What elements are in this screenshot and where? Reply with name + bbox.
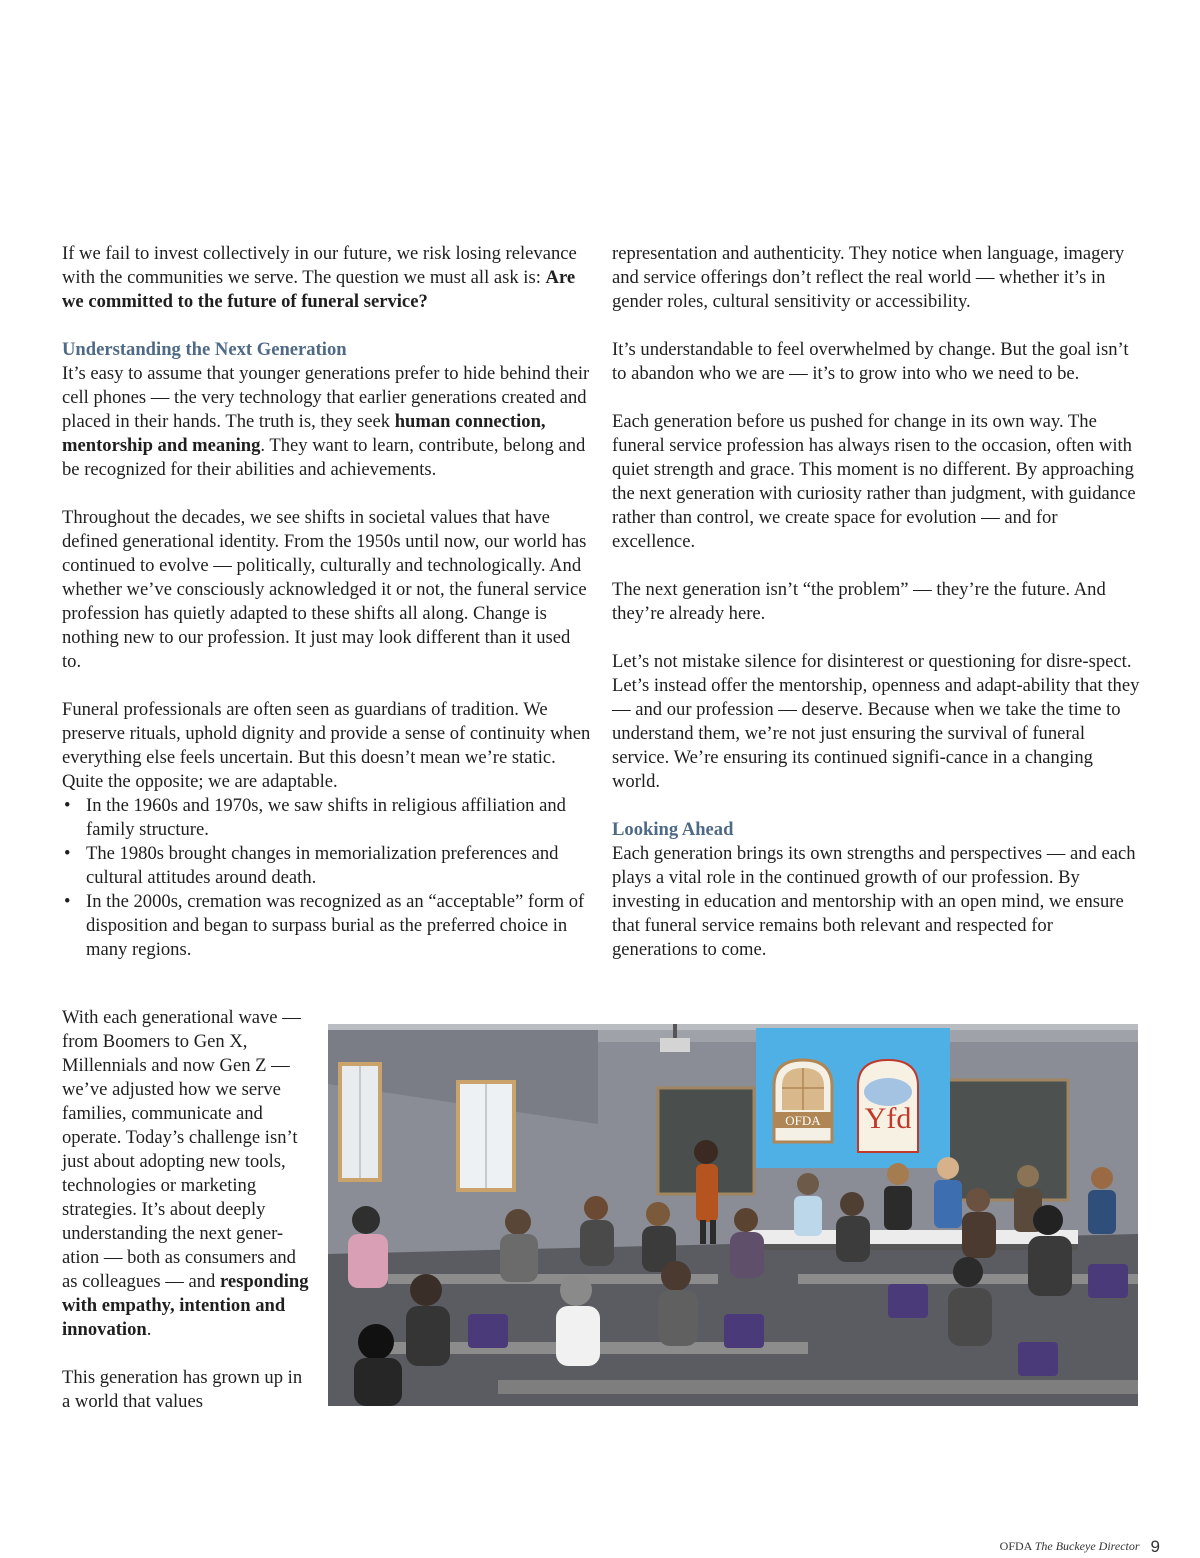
window	[456, 1080, 516, 1192]
body-paragraph: It’s understandable to feel overwhelmed by change. But the goal isn’t to abandon who we are — it’s to grow into who we need to be.	[612, 339, 1129, 384]
decades-bullet-list	[62, 794, 592, 962]
narrow-column	[62, 1006, 314, 1414]
svg-text:OFDA: OFDA	[785, 1113, 821, 1128]
body-paragraph: Each generation before us pushed for change in its own way. The funeral service profession has always risen to the occasion, often with quiet strength and grace. This moment is no different. By approaching the next generation with curiosity rather than judgment, with guidance rather than control, we create space for evolution — and for excellence.	[612, 411, 1136, 552]
page-number: 9	[1150, 1537, 1160, 1556]
footer-publication: The Buckeye Director	[1034, 1539, 1140, 1553]
left-column	[62, 242, 592, 962]
bullet-item: • In the 1960s and 1970s, we saw shifts in religious affiliation and family structure.	[62, 794, 592, 842]
body-paragraph: The next generation isn’t “the problem” — they’re the future. And they’re already here.	[612, 579, 1106, 624]
classroom-photo	[328, 1024, 1138, 1406]
body-paragraph: This generation has grown up in a world that values	[62, 1367, 303, 1412]
svg-text:Yfd: Yfd	[864, 1102, 912, 1135]
body-paragraph: With each generational wave — from Boomers to Gen X, Millennials and now Gen Z — we’ve adjusted how we serve families, communicate and operate. Today’s challenge isn’t just about adopting new tools, technologies or marketing strategies. It’s about deeply understanding the next gener-ation — both as consumers and as colleagues — and responding with empathy, intention and innovation.	[62, 1007, 309, 1340]
right-column	[612, 242, 1142, 962]
bullet-item: • The 1980s brought changes in memorialization preferences and cultural attitudes around death.	[62, 842, 592, 890]
body-paragraph: Let’s not mistake silence for disinterest or questioning for disre-spect. Let’s instead offer the mentorship, openness and adapt-ability that they — and our profession — deserve. Because when we take the time to understand them, we’re not just ensuring the survival of funeral service. We’re ensuring its continued signifi-cance in a changing world.	[612, 651, 1140, 792]
ofda-logo	[774, 1060, 832, 1142]
window	[338, 1062, 382, 1182]
key-question: Are we committed to the future of funeral service?	[62, 267, 576, 312]
body-paragraph: Funeral professionals are often seen as guardians of tradition. We preserve rituals, uphold dignity and provide a sense of continuity when everything else feels uncertain. But this doesn’t mean we’re static. Quite the opposite; we are adaptable.	[62, 699, 591, 792]
intro-paragraph: If we fail to invest collectively in our future, we risk losing relevance with the communities we serve. The question we must all ask is: Are we committed to the future of funeral service?	[62, 243, 577, 312]
page-footer	[1000, 1537, 1160, 1557]
body-paragraph: representation and authenticity. They notice when language, imagery and service offerings don’t reflect the real world — whether it’s in gender roles, cultural sensitivity or accessibility.	[612, 243, 1125, 312]
section-heading-next-generation: Understanding the Next Generation	[62, 339, 347, 360]
body-paragraph: Throughout the decades, we see shifts in societal values that have defined generational identity. From the 1950s until now, our world has continued to evolve — politically, culturally and technologically. And whether we’ve consciously acknowledged it or not, the funeral service profession has quietly adapted to these shifts all along. Change is nothing new to our profession. It just may look different than it used to.	[62, 507, 587, 672]
bullet-item: • In the 2000s, cremation was recognized as an “acceptable” form of disposition and began to surpass burial as the preferred choice in many regions.	[62, 890, 592, 962]
footer-org: OFDA	[999, 1539, 1032, 1553]
section-heading-looking-ahead: Looking Ahead	[612, 819, 734, 840]
classroom-scene-illustration	[328, 1024, 1138, 1406]
yfd-logo	[858, 1060, 918, 1152]
body-paragraph: It’s easy to assume that younger generations prefer to hide behind their cell phones — the very technology that earlier generations created and placed in their hands. The truth is, they seek human connection, mentorship and meaning. They want to learn, contribute, belong and be recognized for their abilities and achievements.	[62, 363, 590, 480]
body-paragraph: Each generation brings its own strengths and perspectives — and each plays a vital role in the continued growth of our profession. By investing in education and mentorship with an open mind, we ensure that funeral service remains both relevant and respected for generations to come.	[612, 843, 1136, 960]
